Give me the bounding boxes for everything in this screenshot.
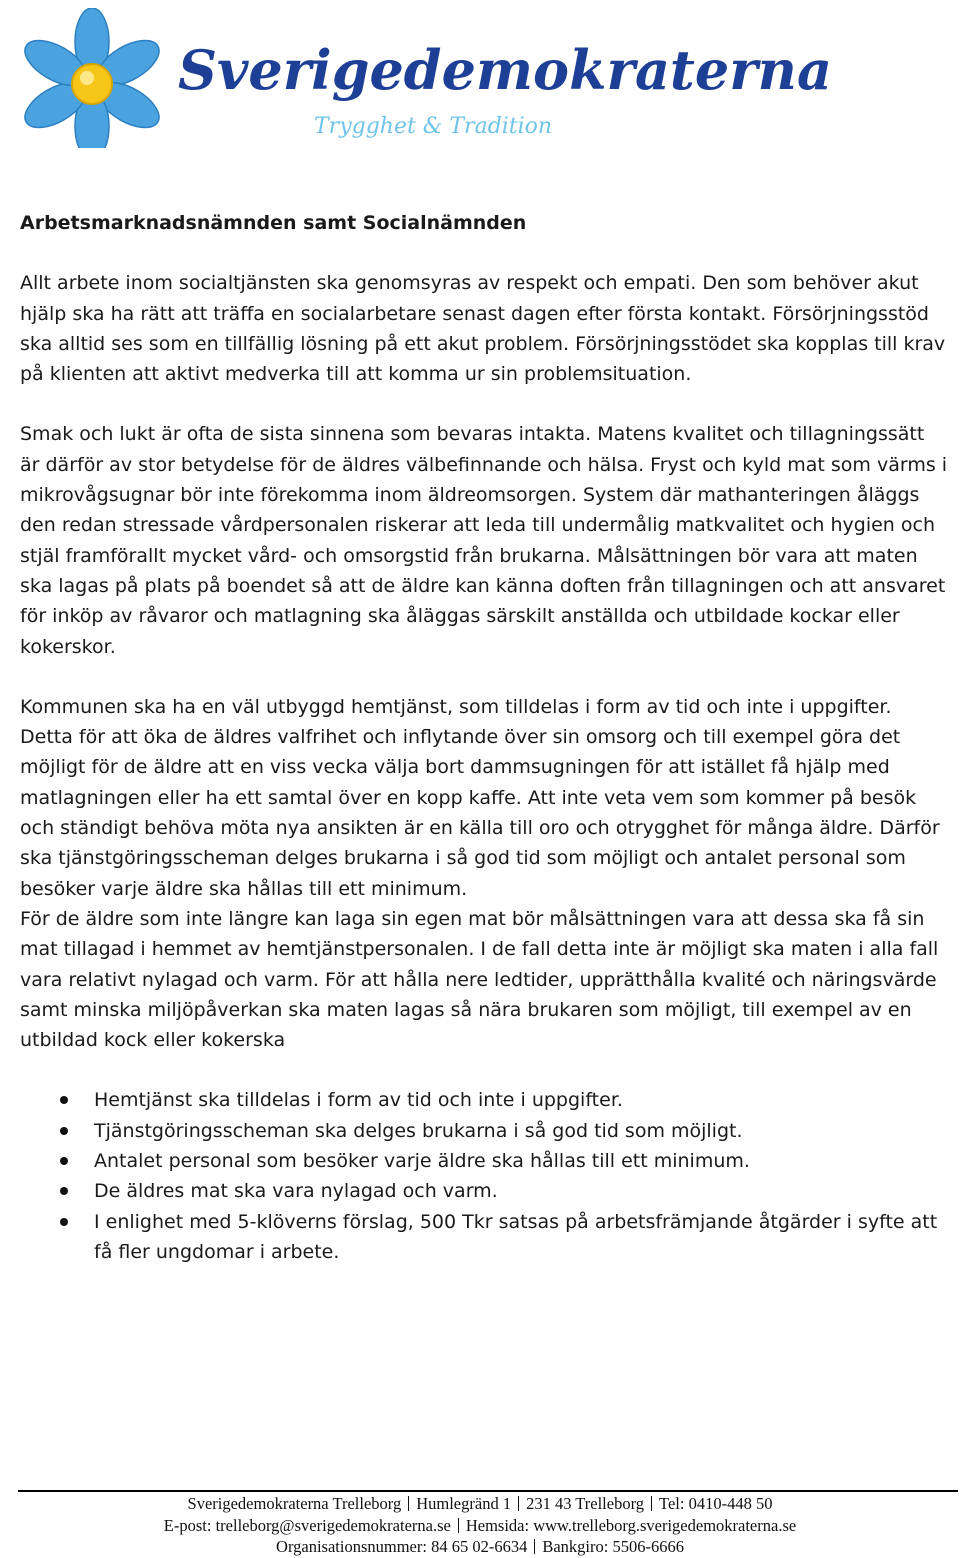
list-item: Hemtjänst ska tilldelas i form av tid och inte i uppgifter.	[94, 1085, 948, 1115]
party-logo	[10, 8, 832, 148]
logo-tagline: Trygghet & Tradition	[314, 114, 553, 139]
footer-separator	[651, 1496, 652, 1511]
footer-org: Sverigedemokraterna Trelleborg	[187, 1494, 402, 1513]
footer-separator	[458, 1518, 459, 1533]
paragraph-meals-at-home: För de äldre som inte längre kan laga sin egen mat bör målsättningen vara att dessa ska få sin mat tillagad i hemmet av hemtjänstpersonalen. I de fall detta inte är möjligt ska maten i alla fall vara relativt nylagad och varm. För att hålla nere ledtider, upprätthålla kvalité och näringsvärde samt minska miljöpåverkan ska maten lagas så nära brukaren som möjligt, till exempel av en utbildad kock eller kokerska	[20, 907, 939, 1052]
paragraph-social-services: Allt arbete inom socialtjänsten ska genomsyras av respekt och empati. Den som behöver akut hjälp ska ha rätt att träffa en socialarbetare senast dagen efter första kontakt. Försörjningsstöd ska alltid ses som en tillfällig lösning på ett akut problem. Försörjningsstödet ska kopplas till krav på klienten att aktivt medverka till att komma ur sin problemsituation.	[20, 272, 946, 386]
footer-separator	[408, 1496, 409, 1511]
paragraph-home-care: Kommunen ska ha en väl utbyggd hemtjänst, som tilldelas i form av tid och inte i uppgifter. Detta för att öka de äldres valfrihet och inflytande över sin omsorg och till exempel göra det möjligt för de äldre att en viss vecka välja bort dammsugningen för att istället få hjälp med matlagningen eller ha ett samtal över en kopp kaffe. Att inte veta vem som kommer på besök och ständigt behöva möta nya ansikten är en källa till oro och otrygghet för många äldre. Därför ska tjänstgöringsscheman delges brukarna i så god tid som möjligt och antalet personal som besöker varje äldre ska hållas till ett minimum.	[20, 695, 940, 900]
footer-separator	[518, 1496, 519, 1511]
list-item: I enlighet med 5-klöverns förslag, 500 Tkr satsas på arbetsfrämjande åtgärder i syfte att få fler ungdomar i arbete.	[94, 1207, 948, 1268]
footer-postal: 231 43 Trelleborg	[526, 1494, 645, 1513]
footer-phone: Tel: 0410-448 50	[659, 1494, 773, 1513]
footer-divider	[18, 1490, 958, 1492]
logo-wordmark: Sverigedemokraterna	[178, 38, 832, 102]
footer-org-number: Organisationsnummer: 84 65 02-6634	[276, 1537, 528, 1556]
footer-line-3	[0, 1536, 960, 1558]
list-item: Antalet personal som besöker varje äldre ska hållas till ett minimum.	[94, 1146, 948, 1176]
footer-separator	[534, 1539, 535, 1554]
footer-line-2	[0, 1515, 960, 1537]
footer-email: E-post: trelleborg@sverigedemokraterna.se	[163, 1515, 451, 1535]
proposal-list	[20, 1085, 948, 1267]
list-item: Tjänstgöringsscheman ska delges brukarna i så god tid som möjligt.	[94, 1116, 948, 1146]
list-item: De äldres mat ska vara nylagad och varm.	[94, 1176, 948, 1206]
flower-icon	[10, 8, 180, 148]
paragraph-food-quality: Smak och lukt är ofta de sista sinnena som bevaras intakta. Matens kvalitet och tillagningssätt är därför av stor betydelse för de äldres välbefinnande och hälsa. Fryst och kyld mat som värms i mikrovågsugnar bör inte förekomma inom äldreomsorgen. System där mathanteringen åläggs den redan stressade vårdpersonalen riskerar att leda till undermålig matkvalitet och hygien och stjäl framförallt mycket vård- och omsorgstid från brukarna. Målsättningen bör vara att maten ska lagas på plats på boendet så att de äldre kan känna doften från tillagningen och att ansvaret för inköp av råvaror och matlagning ska åläggas särskilt anställda och utbildade kockar eller kokerskor.	[20, 423, 948, 658]
footer-line-1	[0, 1493, 960, 1515]
footer-website: Hemsida: www.trelleborg.sverigedemokraterna.se	[465, 1515, 797, 1535]
page-footer	[0, 1493, 960, 1558]
footer-address: Humlegränd 1	[416, 1494, 512, 1513]
document-body	[20, 208, 948, 1267]
footer-bankgiro: Bankgiro: 5506-6666	[542, 1537, 684, 1556]
document-heading: Arbetsmarknadsnämnden samt Socialnämnden	[20, 212, 527, 234]
